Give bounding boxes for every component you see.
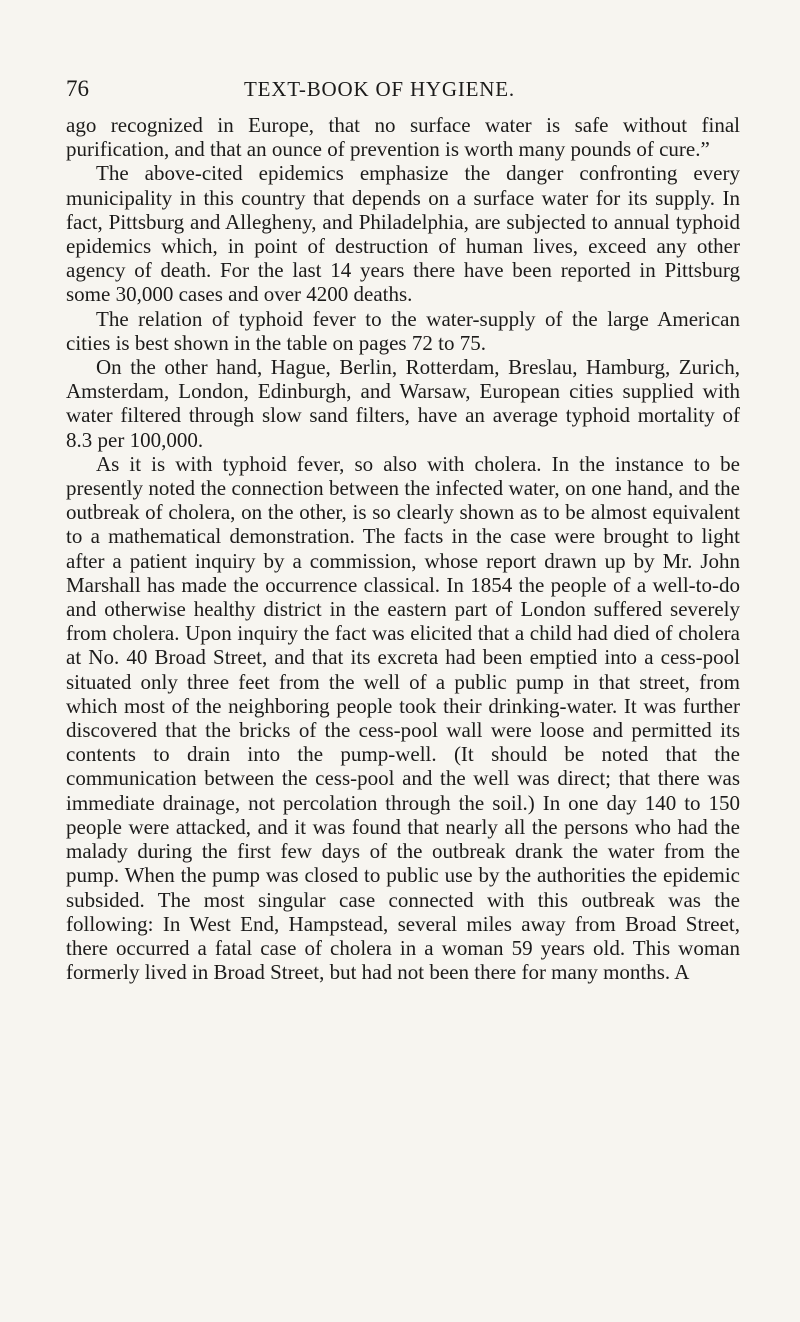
running-head: [66, 74, 738, 104]
page-number: 76: [66, 76, 89, 101]
paragraph-typhoid-table: The relation of typhoid fever to the water-supply of the large American cities is best shown in the table on pages 72 to 75.: [66, 306, 740, 355]
paragraph-continued: ago recognized in Europe, that no surface water is safe without final purification, and that an ounce of prevention is worth many pounds of cure.”: [66, 113, 740, 162]
paragraph-cholera: As it is with typhoid fever, so also with cholera. In the instance to be presently noted the connection between the infected water, on one hand, and the outbreak of cholera, on the other, is so clearly shown as to be almost equivalent to a mathematical demonstration. The facts in the case were brought to light after a patient inquiry by a commission, whose report drawn up by Mr. John Marshall has made the occurrence classical. In 1854 the people of a well-to-do and otherwise healthy district in the eastern part of London suffered severely from cholera. Upon inquiry the fact was elicited that a child had died of cholera at No. 40 Broad Street, and that its excreta had been emptied into a cess-pool situated only three feet from the well of a public pump in that street, from which most of the neighboring people took their drinking-water. It was further discovered that the bricks of the cess-pool wall were loose and permitted its contents to drain into the pump-well. (It should be noted that the communication between the cess-pool and the well was direct; that there was immediate drainage, not percolation through the soil.) In one day 140 to 150 people were attacked, and it was found that nearly all the persons who had the malady during the first few days of the outbreak drank the water from the pump. When the pump was closed to public use by the authorities the epidemic subsided. The most singular case connected with this outbreak was the following: In West End, Hampstead, several miles away from Broad Street, there occurred a fatal case of cholera in a woman 59 years old. This woman formerly lived in Broad Street, but had not been there for many months. A: [66, 451, 740, 985]
body-text: [66, 113, 740, 984]
running-title: TEXT-BOOK OF HYGIENE.: [244, 77, 515, 101]
paragraph-epidemics: The above-cited epidemics emphasize the danger confronting every municipality in this country that depends on a surface water for its supply. In fact, Pittsburg and Allegheny, and Philadelphia, are subjected to annual typhoid epidemics which, in point of destruction of human lives, exceed any other agency of death. For the last 14 years there have been reported in Pittsburg some 30,000 cases and over 4200 deaths.: [66, 161, 740, 307]
paragraph-european-cities: On the other hand, Hague, Berlin, Rotterdam, Breslau, Hamburg, Zurich, Amsterdam, London, Edinburgh, and Warsaw, European cities supplied with water filtered through slow sand filters, have an average typhoid mortality of 8.3 per 100,000.: [66, 355, 740, 452]
